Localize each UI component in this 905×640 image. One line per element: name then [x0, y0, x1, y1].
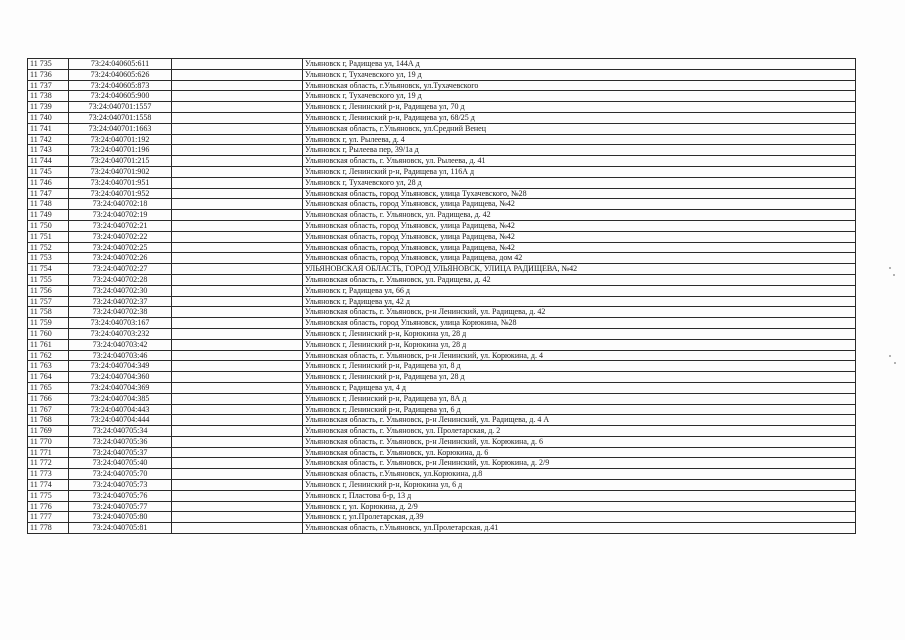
address: Ульяновская область, г.Ульяновск, ул.Тухачевского	[303, 80, 856, 91]
table-row	[28, 166, 856, 177]
table-row	[28, 285, 856, 296]
empty-cell	[172, 296, 303, 307]
table-row	[28, 393, 856, 404]
row-number: 11 759	[28, 318, 69, 329]
empty-cell	[172, 372, 303, 383]
row-number: 11 737	[28, 80, 69, 91]
empty-cell	[172, 199, 303, 210]
empty-cell	[172, 102, 303, 113]
table-row	[28, 91, 856, 102]
cadastral-number: 73:24:040705:37	[69, 447, 172, 458]
table-row	[28, 426, 856, 437]
cadastral-number: 73:24:040702:18	[69, 199, 172, 210]
address: Ульяновск г, ул.Пролетарская, д.39	[303, 512, 856, 523]
table-body	[28, 59, 856, 534]
row-number: 11 756	[28, 285, 69, 296]
table-row	[28, 350, 856, 361]
address: Ульяновская область, город Ульяновск, улица Радищева, №42	[303, 199, 856, 210]
table-row	[28, 123, 856, 134]
table-row	[28, 59, 856, 70]
row-number: 11 767	[28, 404, 69, 415]
table-row	[28, 436, 856, 447]
empty-cell	[172, 220, 303, 231]
cadastral-number: 73:24:040704:369	[69, 382, 172, 393]
cadastral-number: 73:24:040702:27	[69, 264, 172, 275]
table-row	[28, 523, 856, 534]
empty-cell	[172, 480, 303, 491]
row-number: 11 745	[28, 166, 69, 177]
empty-cell	[172, 59, 303, 70]
cadastral-number: 73:24:040701:1663	[69, 123, 172, 134]
empty-cell	[172, 188, 303, 199]
address: Ульяновская область, город Ульяновск, улица Радищева, №42	[303, 220, 856, 231]
cadastral-number: 73:24:040703:42	[69, 339, 172, 350]
address: Ульяновская область, г. Ульяновск, р-н Ленинский, ул. Корюкина, д. 6	[303, 436, 856, 447]
cadastral-number: 73:24:040701:192	[69, 134, 172, 145]
address: УЛЬЯНОВСКАЯ ОБЛАСТЬ, ГОРОД УЛЬЯНОВСК, УЛИЦА РАДИЩЕВА, №42	[303, 264, 856, 275]
table-row	[28, 145, 856, 156]
table-row	[28, 199, 856, 210]
address: Ульяновск г, ул. Рылеева, д. 4	[303, 134, 856, 145]
table-row	[28, 382, 856, 393]
table-row	[28, 361, 856, 372]
cadastral-number: 73:24:040704:385	[69, 393, 172, 404]
table-row	[28, 264, 856, 275]
table-row	[28, 274, 856, 285]
cadastral-number: 73:24:040703:232	[69, 328, 172, 339]
scan-speck	[893, 274, 895, 276]
table-row	[28, 296, 856, 307]
address: Ульяновская область, город Ульяновск, улица Тухачевского, №28	[303, 188, 856, 199]
cadastral-number: 73:24:040705:76	[69, 490, 172, 501]
address: Ульяновск г, Ленинский р-н, Корюкина ул, 6 д	[303, 480, 856, 491]
address: Ульяновская область, г. Ульяновск, р-н Ленинский, ул. Радищева, д. 42	[303, 307, 856, 318]
empty-cell	[172, 69, 303, 80]
cadastral-number: 73:24:040701:902	[69, 166, 172, 177]
empty-cell	[172, 134, 303, 145]
row-number: 11 778	[28, 523, 69, 534]
row-number: 11 774	[28, 480, 69, 491]
address: Ульяновск г, Радищева ул, 66 д	[303, 285, 856, 296]
cadastral-number: 73:24:040703:167	[69, 318, 172, 329]
cadastral-number: 73:24:040701:196	[69, 145, 172, 156]
table-row	[28, 134, 856, 145]
cadastral-number: 73:24:040702:37	[69, 296, 172, 307]
row-number: 11 750	[28, 220, 69, 231]
cadastral-number: 73:24:040605:611	[69, 59, 172, 70]
address: Ульяновская область, город Ульяновск, улица Радищева, №42	[303, 231, 856, 242]
empty-cell	[172, 274, 303, 285]
empty-cell	[172, 426, 303, 437]
empty-cell	[172, 145, 303, 156]
empty-cell	[172, 80, 303, 91]
address: Ульяновская область, г. Ульяновск, ул. Корюкина, д. 6	[303, 447, 856, 458]
address: Ульяновск г, Тухачевского ул, 19 д	[303, 91, 856, 102]
empty-cell	[172, 285, 303, 296]
table-row	[28, 112, 856, 123]
table-row	[28, 415, 856, 426]
cadastral-number: 73:24:040705:70	[69, 469, 172, 480]
row-number: 11 735	[28, 59, 69, 70]
row-number: 11 776	[28, 501, 69, 512]
cadastral-number: 73:24:040605:626	[69, 69, 172, 80]
empty-cell	[172, 166, 303, 177]
empty-cell	[172, 253, 303, 264]
scan-speck	[889, 267, 891, 269]
address: Ульяновск г, Тухачевского ул, 19 д	[303, 69, 856, 80]
empty-cell	[172, 436, 303, 447]
address: Ульяновская область, г.Ульяновск, ул.Средний Венец	[303, 123, 856, 134]
table-row	[28, 318, 856, 329]
table-row	[28, 188, 856, 199]
cadastral-number: 73:24:040705:81	[69, 523, 172, 534]
table-row	[28, 480, 856, 491]
address: Ульяновск г, Ленинский р-н, Корюкина ул, 28 д	[303, 328, 856, 339]
table-row	[28, 328, 856, 339]
row-number: 11 758	[28, 307, 69, 318]
empty-cell	[172, 501, 303, 512]
empty-cell	[172, 458, 303, 469]
empty-cell	[172, 447, 303, 458]
empty-cell	[172, 177, 303, 188]
cadastral-number: 73:24:040701:1558	[69, 112, 172, 123]
row-number: 11 736	[28, 69, 69, 80]
address: Ульяновск г, Ленинский р-н, Радищева ул, 68/25 д	[303, 112, 856, 123]
address: Ульяновск г, Ленинский р-н, Корюкина ул, 28 д	[303, 339, 856, 350]
address: Ульяновская область, город Ульяновск, улица Радищева, №42	[303, 242, 856, 253]
cadastral-number: 73:24:040705:77	[69, 501, 172, 512]
row-number: 11 760	[28, 328, 69, 339]
cadastral-number: 73:24:040702:21	[69, 220, 172, 231]
empty-cell	[172, 91, 303, 102]
row-number: 11 748	[28, 199, 69, 210]
row-number: 11 754	[28, 264, 69, 275]
address: Ульяновская область, г.Ульяновск, ул.Пролетарская, д.41	[303, 523, 856, 534]
cadastral-number: 73:24:040702:28	[69, 274, 172, 285]
table-row	[28, 372, 856, 383]
empty-cell	[172, 231, 303, 242]
address: Ульяновск г, Ленинский р-н, Радищева ул, 70 д	[303, 102, 856, 113]
table-row	[28, 69, 856, 80]
row-number: 11 749	[28, 210, 69, 221]
empty-cell	[172, 339, 303, 350]
address: Ульяновская область, г. Ульяновск, р-н Ленинский, ул. Радищева, д. 4 А	[303, 415, 856, 426]
row-number: 11 771	[28, 447, 69, 458]
scan-speck	[889, 355, 891, 357]
address: Ульяновская область, город Ульяновск, улица Корюкина, №28	[303, 318, 856, 329]
row-number: 11 768	[28, 415, 69, 426]
cadastral-number: 73:24:040705:73	[69, 480, 172, 491]
table-row	[28, 307, 856, 318]
table-row	[28, 447, 856, 458]
row-number: 11 755	[28, 274, 69, 285]
cadastral-number: 73:24:040605:900	[69, 91, 172, 102]
address: Ульяновская область, г. Ульяновск, ул. Радищева, д. 42	[303, 274, 856, 285]
row-number: 11 764	[28, 372, 69, 383]
table-row	[28, 210, 856, 221]
row-number: 11 761	[28, 339, 69, 350]
table-row	[28, 156, 856, 167]
row-number: 11 769	[28, 426, 69, 437]
empty-cell	[172, 123, 303, 134]
address: Ульяновск г, Пластова б-р, 13 д	[303, 490, 856, 501]
row-number: 11 744	[28, 156, 69, 167]
cadastral-number: 73:24:040704:444	[69, 415, 172, 426]
address: Ульяновская область, город Ульяновск, улица Радищева, дом 42	[303, 253, 856, 264]
address: Ульяновск г, Ленинский р-н, Радищева ул, 28 д	[303, 372, 856, 383]
table-row	[28, 177, 856, 188]
table-row	[28, 469, 856, 480]
address: Ульяновская область, г. Ульяновск, ул. Пролетарская, д. 2	[303, 426, 856, 437]
row-number: 11 740	[28, 112, 69, 123]
empty-cell	[172, 242, 303, 253]
address: Ульяновск г, Ленинский р-н, Радищева ул, 116А д	[303, 166, 856, 177]
cadastral-number: 73:24:040705:36	[69, 436, 172, 447]
cadastral-table	[27, 58, 856, 534]
cadastral-number: 73:24:040605:873	[69, 80, 172, 91]
empty-cell	[172, 318, 303, 329]
empty-cell	[172, 415, 303, 426]
empty-cell	[172, 523, 303, 534]
empty-cell	[172, 328, 303, 339]
table-row	[28, 458, 856, 469]
empty-cell	[172, 350, 303, 361]
table-row	[28, 404, 856, 415]
row-number: 11 752	[28, 242, 69, 253]
cadastral-number: 73:24:040701:215	[69, 156, 172, 167]
empty-cell	[172, 469, 303, 480]
cadastral-number: 73:24:040702:25	[69, 242, 172, 253]
empty-cell	[172, 156, 303, 167]
cadastral-number: 73:24:040701:952	[69, 188, 172, 199]
empty-cell	[172, 382, 303, 393]
row-number: 11 766	[28, 393, 69, 404]
row-number: 11 775	[28, 490, 69, 501]
cadastral-number: 73:24:040702:26	[69, 253, 172, 264]
address: Ульяновск г, Радищева ул, 4 д	[303, 382, 856, 393]
cadastral-number: 73:24:040702:30	[69, 285, 172, 296]
address: Ульяновская область, г. Ульяновск, р-н Ленинский, ул. Корюкина, д. 2/9	[303, 458, 856, 469]
empty-cell	[172, 210, 303, 221]
cadastral-number: 73:24:040701:951	[69, 177, 172, 188]
address: Ульяновск г, Радищева ул, 42 д	[303, 296, 856, 307]
address: Ульяновск г, Рылеева пер, 39/1а д	[303, 145, 856, 156]
cadastral-number: 73:24:040705:80	[69, 512, 172, 523]
cadastral-number: 73:24:040705:34	[69, 426, 172, 437]
address: Ульяновск г, Радищева ул, 144А д	[303, 59, 856, 70]
row-number: 11 739	[28, 102, 69, 113]
row-number: 11 751	[28, 231, 69, 242]
row-number: 11 741	[28, 123, 69, 134]
cadastral-number: 73:24:040704:349	[69, 361, 172, 372]
row-number: 11 743	[28, 145, 69, 156]
address: Ульяновская область, г. Ульяновск, ул. Радищева, д. 42	[303, 210, 856, 221]
cadastral-number: 73:24:040703:46	[69, 350, 172, 361]
row-number: 11 738	[28, 91, 69, 102]
cadastral-number: 73:24:040704:443	[69, 404, 172, 415]
table-row	[28, 490, 856, 501]
cadastral-number: 73:24:040701:1557	[69, 102, 172, 113]
table-row	[28, 220, 856, 231]
row-number: 11 773	[28, 469, 69, 480]
row-number: 11 753	[28, 253, 69, 264]
row-number: 11 772	[28, 458, 69, 469]
address: Ульяновск г, ул. Корюкина, д. 2/9	[303, 501, 856, 512]
row-number: 11 746	[28, 177, 69, 188]
cadastral-number: 73:24:040704:360	[69, 372, 172, 383]
scan-speck	[894, 362, 896, 364]
row-number: 11 747	[28, 188, 69, 199]
address: Ульяновская область, г.Ульяновск, ул.Корюкина, д.8	[303, 469, 856, 480]
row-number: 11 770	[28, 436, 69, 447]
table-row	[28, 512, 856, 523]
address: Ульяновск г, Ленинский р-н, Радищева ул, 8А д	[303, 393, 856, 404]
table-row	[28, 102, 856, 113]
row-number: 11 763	[28, 361, 69, 372]
row-number: 11 762	[28, 350, 69, 361]
empty-cell	[172, 264, 303, 275]
empty-cell	[172, 393, 303, 404]
row-number: 11 742	[28, 134, 69, 145]
table-row	[28, 231, 856, 242]
table-row	[28, 501, 856, 512]
cadastral-number: 73:24:040702:22	[69, 231, 172, 242]
table-row	[28, 339, 856, 350]
cadastral-number: 73:24:040702:19	[69, 210, 172, 221]
address: Ульяновская область, г. Ульяновск, ул. Рылеева, д. 41	[303, 156, 856, 167]
empty-cell	[172, 361, 303, 372]
empty-cell	[172, 307, 303, 318]
empty-cell	[172, 490, 303, 501]
row-number: 11 757	[28, 296, 69, 307]
table-row	[28, 253, 856, 264]
address: Ульяновск г, Ленинский р-н, Радищева ул, 8 д	[303, 361, 856, 372]
table-row	[28, 80, 856, 91]
row-number: 11 765	[28, 382, 69, 393]
cadastral-number: 73:24:040705:40	[69, 458, 172, 469]
empty-cell	[172, 404, 303, 415]
address: Ульяновск г, Тухачевского ул, 28 д	[303, 177, 856, 188]
empty-cell	[172, 512, 303, 523]
address: Ульяновская область, г. Ульяновск, р-н Ленинский, ул. Корюкина, д. 4	[303, 350, 856, 361]
cadastral-number: 73:24:040702:38	[69, 307, 172, 318]
empty-cell	[172, 112, 303, 123]
table-row	[28, 242, 856, 253]
row-number: 11 777	[28, 512, 69, 523]
address: Ульяновск г, Ленинский р-н, Радищева ул, 6 д	[303, 404, 856, 415]
